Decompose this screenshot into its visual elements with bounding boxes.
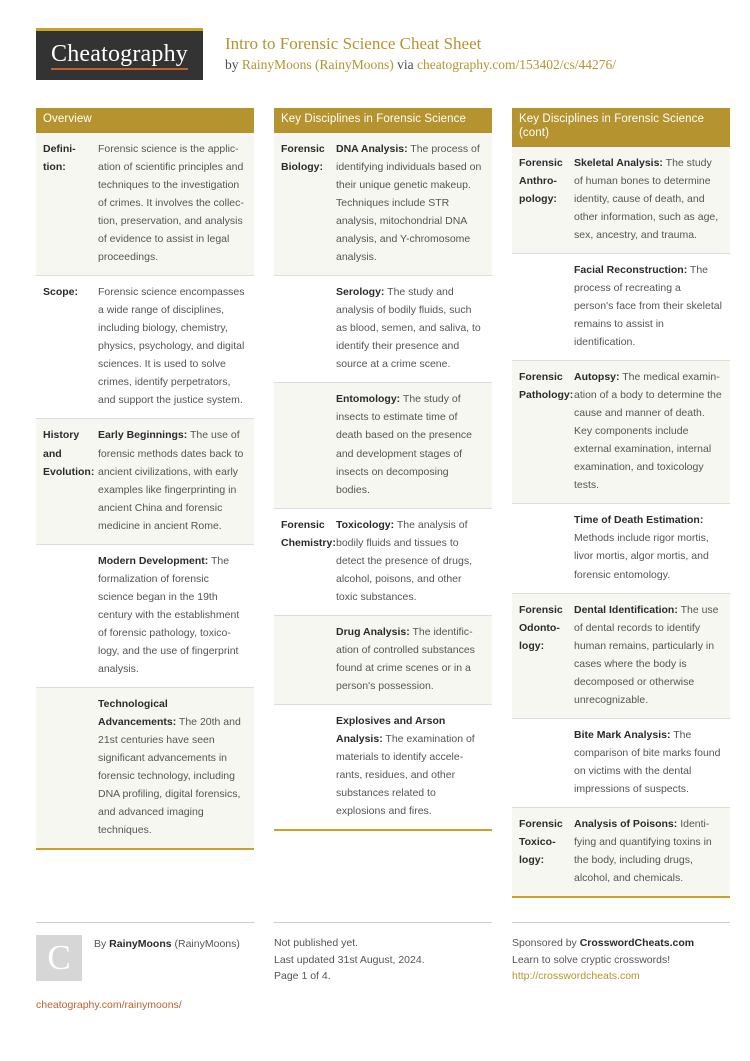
table-header: Overview — [36, 108, 254, 133]
row-value-lead: Autopsy: — [574, 371, 620, 384]
author-profile-link[interactable]: cheatography.com/rainymoons/ — [36, 999, 182, 1012]
page-title: Intro to Forensic Science Cheat Sheet — [225, 34, 482, 53]
row-value-text: The study and analysis of bodily fluids, such as blood, semen, and saliva, to identify their presence and source at a crime scene. — [336, 286, 481, 371]
row-value — [574, 719, 730, 807]
content-column — [36, 108, 254, 872]
row-key — [274, 276, 336, 382]
row-value-text: The study of insects to estimate time of death based on the presence and development stages of insects on decomposing bodies. — [336, 393, 473, 496]
row-value-text: Forensic science is the application of scientific principles and techniques to the investigation of crimes. It involves the collection, preservation, and analysis of evidence to assist in legal proceedings. — [98, 142, 244, 264]
row-key: Forensic Toxicology: — [519, 818, 563, 867]
author-credit — [82, 935, 240, 952]
row-key — [274, 616, 336, 704]
sponsor-label: Sponsored by — [512, 937, 580, 950]
table-header: Key Disciplines in Forensic Science — [274, 108, 492, 133]
row-value-lead: Toxicology: — [336, 518, 395, 531]
row-key: Definition: — [43, 142, 76, 173]
table-row — [36, 133, 254, 276]
row-value-text: The process of identifying individuals based on their unique genetic makeup. Techniques include STR analysis, mitochondrial DNA analysis, and Y-chromosome analysis. — [336, 142, 482, 264]
byline-author-link[interactable]: RainyMoons (RainyMoons) — [241, 57, 394, 73]
sponsor-name: CrosswordCheats.com — [579, 937, 695, 950]
byline-source-link[interactable]: cheatography.com/153402/cs/44276/ — [417, 57, 616, 73]
row-key — [36, 545, 98, 687]
row-value-lead: Technological Advancements: — [98, 698, 177, 729]
row-value — [336, 276, 492, 382]
table-row — [274, 276, 492, 383]
content-table — [274, 108, 492, 831]
content-column — [512, 108, 730, 920]
row-key — [512, 719, 574, 807]
page-number: Page 1 of 4. — [274, 969, 331, 982]
table-row — [512, 254, 730, 361]
row-key: Scope: — [43, 286, 79, 299]
author-row — [36, 935, 254, 981]
table-row — [512, 361, 730, 504]
row-value-lead: Bite Mark Analysis: — [574, 728, 671, 741]
byline — [225, 54, 616, 75]
row-key: Forensic Odontology: — [519, 603, 563, 652]
table-row — [274, 133, 492, 276]
row-key: Forensic Anthropology: — [519, 156, 563, 205]
row-value-text: The analysis of bodily fluids and tissues to detect the presence of drugs, alcohol, poisons, and other toxic substances. — [336, 518, 473, 603]
row-value — [574, 147, 730, 253]
content-table — [36, 108, 254, 850]
last-updated: Last updated 31st August, 2024. — [274, 953, 425, 966]
row-key: Forensic Pathology: — [519, 371, 574, 402]
row-value-lead: Time of Death Estimation: — [574, 514, 704, 527]
row-value-lead: Serology: — [336, 286, 385, 299]
row-value-lead: Skeletal Analysis: — [574, 156, 663, 169]
row-value-lead: Explosives and Arson Analysis: — [336, 715, 446, 746]
table-row — [274, 705, 492, 829]
row-value — [336, 616, 492, 704]
table-row — [512, 504, 730, 593]
row-value — [574, 361, 730, 503]
table-header: Key Disciplines in Forensic Science (cont) — [512, 108, 730, 147]
author-name: RainyMoons — [109, 938, 172, 951]
row-value-lead: Modern Development: — [98, 554, 209, 567]
row-value — [98, 276, 254, 418]
row-value-lead: Entomology: — [336, 393, 401, 406]
row-value-lead: Analysis of Poisons: — [574, 818, 678, 831]
row-value-text: The identification of controlled substances found at crime scenes or in a person's possession. — [336, 625, 475, 693]
row-value — [574, 504, 730, 592]
footer-author — [36, 922, 254, 1013]
avatar: C — [36, 935, 82, 981]
row-value-text: The 20th and 21st centuries have seen significant advancements in forensic technology, including DNA profiling, digital forensics, and advanced imaging techniques. — [98, 716, 241, 837]
byline-by-label: by — [225, 57, 242, 73]
row-value-lead: Facial Reconstruction: — [574, 263, 688, 276]
row-value — [574, 254, 730, 360]
table-row — [36, 545, 254, 688]
row-value-text: The medical examination of a body to determine the cause and manner of death. Key components include external examination, internal examination, and toxicology tests. — [574, 371, 722, 492]
footer-row — [36, 922, 714, 1013]
logo-wordmark: Cheatography — [51, 41, 188, 69]
row-value-text: The comparison of bite marks found on victims with the dental impressions of suspects. — [574, 728, 721, 795]
row-key: Forensic Chemistry: — [281, 518, 336, 549]
byline-via-label: via — [393, 57, 417, 73]
table-row — [512, 147, 730, 254]
row-value-text: The use of forensic methods dates back to ancient civilizations, with early examples like fingerprinting in ancient China and forensic medicine in ancient Rome. — [98, 429, 244, 532]
table-row — [274, 509, 492, 616]
row-value-text: The examination of materials to identify accelerants, residues, and other substances related to explosions and fires. — [336, 733, 475, 818]
row-value — [336, 133, 492, 275]
sponsor-credit — [512, 935, 730, 951]
publish-status: Not published yet. — [274, 937, 359, 950]
content-column — [274, 108, 492, 853]
sponsor-url-link[interactable]: http://crosswordcheats.com — [512, 969, 640, 982]
title-block — [203, 28, 616, 75]
row-key — [274, 705, 336, 829]
row-value-lead: Early Beginnings: — [98, 429, 188, 442]
author-by-label: By — [94, 938, 110, 951]
row-key: History and Evolution: — [43, 429, 95, 478]
table-row — [512, 719, 730, 808]
content-table — [512, 108, 730, 898]
row-value — [336, 509, 492, 615]
row-value-text: Identifying and quantifying toxins in the body, including drugs, alcohol, and chemicals. — [574, 818, 712, 885]
row-value-text: The formalization of forensic science began in the 19th century with the establishment of forensic pathology, toxicology, and the use of fingerprint analysis. — [98, 554, 240, 676]
footer-publish-info — [274, 922, 492, 984]
author-handle: (RainyMoons) — [171, 938, 240, 951]
row-value — [574, 594, 730, 718]
table-row — [274, 383, 492, 508]
row-value — [336, 705, 492, 829]
row-value-text: Forensic science encompasses a wide range of disciplines, including biology, chemistry, physics, psychology, and digital sciences. It is used to solve crimes, identify perpetrators, and support the justice system. — [98, 286, 245, 407]
row-key — [274, 383, 336, 507]
content-columns — [36, 108, 722, 920]
table-row — [512, 808, 730, 896]
row-value-text: The process of recreating a person's face from their skeletal remains to assist in identification. — [574, 263, 722, 349]
row-key — [36, 688, 98, 848]
table-row — [36, 276, 254, 419]
sponsor-tagline: Learn to solve cryptic crosswords! — [512, 953, 671, 966]
row-value — [98, 688, 254, 848]
row-key — [512, 254, 574, 360]
table-row — [36, 688, 254, 848]
row-value — [336, 383, 492, 507]
table-row — [36, 419, 254, 544]
row-key: Forensic Biology: — [281, 142, 325, 173]
row-value-lead: Drug Analysis: — [336, 625, 410, 638]
masthead — [36, 28, 714, 90]
row-key — [512, 504, 574, 592]
row-value-text: Methods include rigor mortis, livor mortis, algor mortis, and forensic entomology. — [574, 532, 709, 581]
row-value — [98, 133, 254, 275]
row-value — [574, 808, 730, 896]
row-value-lead: Dental Identification: — [574, 603, 678, 616]
row-value — [98, 545, 254, 687]
cheatography-logo[interactable] — [36, 28, 203, 80]
footer-sponsor — [512, 922, 730, 984]
row-value-lead: DNA Analysis: — [336, 142, 408, 155]
row-value-text: The study of human bones to determine identity, cause of death, and other information, such as age, sex, ancestry, and trauma. — [574, 156, 719, 241]
table-row — [274, 616, 492, 705]
table-row — [512, 594, 730, 719]
row-value-text: The use of dental records to identify human remains, particularly in cases where the body is decomposed or otherwise unrecognizable. — [574, 603, 719, 706]
row-value — [98, 419, 254, 543]
